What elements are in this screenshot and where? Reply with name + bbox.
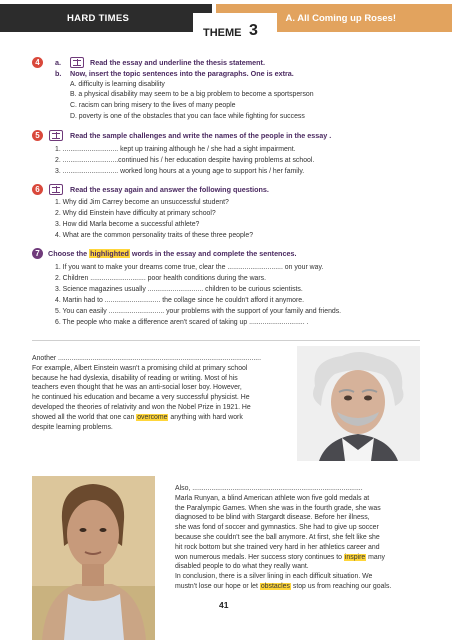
reading-book-icon [49,184,63,195]
essay-line: because he had dyslexia, disability of reading or writing. Most of his [32,374,238,382]
section-divider [32,340,420,341]
marla-runyan-photo [32,476,155,640]
essay-text: won numerous medals. Her success story continues to [175,553,344,561]
section-title: A. All Coming up Roses! [285,13,396,24]
reading-book-icon [49,130,63,141]
essay-line: Another .......................................................................................................... [32,355,261,362]
essay-line: the Paralympic Games. When she was in the fourth grade, she was [175,504,381,512]
ex6-instruction: Read the essay again and answer the following questions. [70,185,269,194]
ex4-option: D. poverty is one of the obstacles that you can face while fighting for success [70,113,305,120]
ex7-instruction-end: words in the essay and complete the sentences. [129,249,297,258]
highlighted-word: inspire [344,553,366,561]
ex7-sentence: 3. Science magazines usually ............................. children to be curious scientists. [55,286,303,293]
unit-title: HARD TIMES [67,13,130,24]
ex7-sentence: 5. You can easily ............................. your problems with the support of your family and friends. [55,308,342,315]
header-left-band [0,4,212,32]
ex4-option: B. a physical disability may seem to be a big problem to become a sportsperson [70,91,314,98]
exercise-6-number: 6 [32,184,43,195]
ex5-item: 3. ............................. worked long hours at a young age to support his / her family. [55,168,305,175]
exercise-4-number: 4 [32,57,43,68]
essay-line: diagnosed to be blind with Stargardt disease. Before her illness, [175,514,370,522]
essay-line [32,413,261,423]
essay-line: In conclusion, there is a silver lining in each difficult situation. We [175,573,373,581]
essay-line: she was fond of soccer and gymnastics. She had to give up soccer [175,524,379,532]
highlighted-word: obstacles [260,582,290,590]
ex7-sentence: 2. Children ............................. poor health conditions during the wars. [55,275,267,282]
essay-text: mustn't lose our hope or let [175,582,260,590]
ex5-item: 1. ............................. kept up training although he / she had a sight impairment. [55,146,296,153]
essay-line: Marla Runyan, a blind American athlete won five gold medals at [175,494,370,502]
ex7-sentence: 1. If you want to make your dreams come true, clear the ............................. on your way. [55,264,324,271]
ex6-question: 3. How did Marla become a successful athlete? [55,221,200,228]
essay-paragraph-einstein [32,354,261,432]
essay-text: showed all the world that one can [32,413,137,421]
essay-line: hit rock bottom but she trained very hard in her athletics career and [175,543,380,551]
ex4-b-label: b. [55,69,62,78]
ex7-sentence: 6. The people who make a difference aren't scared of taking up ............................. . [55,319,309,326]
ex7-instruction-start: Choose the [48,249,90,258]
reading-book-icon [70,57,84,68]
essay-line: he continued his education and became a very successful physicist. He [32,394,250,402]
ex4-a-label: a. [55,58,61,67]
essay-line: developed the theories of relativity and won the Nobel Prize in 1921. He [32,403,251,411]
exercise-7-number: 7 [32,248,43,259]
ex7-sentence: 4. Martin had to ............................. the collage since he couldn't afford it anymore. [55,297,304,304]
einstein-photo [297,346,420,461]
ex5-instruction: Read the sample challenges and write the names of the people in the essay . [70,131,332,140]
ex7-instruction [48,249,296,258]
essay-line: teachers even thought that he was an anti-social loser boy. However, [32,384,242,392]
ex6-question: 1. Why did Jim Carrey become an unsuccessful student? [55,199,229,206]
highlighted-word: overcome [137,413,168,421]
ex7-highlight-word: highlighted [90,249,129,258]
exercise-5-number: 5 [32,130,43,141]
essay-line: despite learning problems. [32,423,113,431]
ex6-question: 4. What are the common personality traits of these three people? [55,232,254,239]
ex4-option: A. difficulty is learning disability [70,81,165,88]
theme-number: 3 [249,22,258,39]
essay-line: because she couldn't see the ball anymore. At first, she felt like she [175,533,380,541]
ex4-a-instruction: Read the essay and underline the thesis statement. [90,58,265,67]
page-number: 41 [219,600,229,610]
essay-line: For example, Albert Einstein wasn't a promising child at primary school [32,364,248,372]
ex4-option: C. racism can bring misery to the lives of many people [70,102,236,109]
essay-text: many [366,553,385,561]
essay-line: disabled people to do what they really want. [175,563,309,571]
page-header [0,0,452,52]
essay-text: anything with hard work [168,413,243,421]
essay-line: Also, ......................................................................................... [175,485,363,492]
essay-text: stop us from reaching our goals. [290,582,392,590]
theme-tab [193,13,277,45]
ex6-question: 2. Why did Einstein have difficulty at primary school? [55,210,216,217]
theme-label: THEME [203,27,242,39]
essay-paragraph-marla [175,484,391,592]
essay-line [175,582,391,592]
ex4-b-instruction: Now, insert the topic sentences into the paragraphs. One is extra. [70,69,294,78]
ex5-item: 2. .............................continued his / her education despite having problems at school. [55,157,315,164]
essay-line [175,553,391,563]
